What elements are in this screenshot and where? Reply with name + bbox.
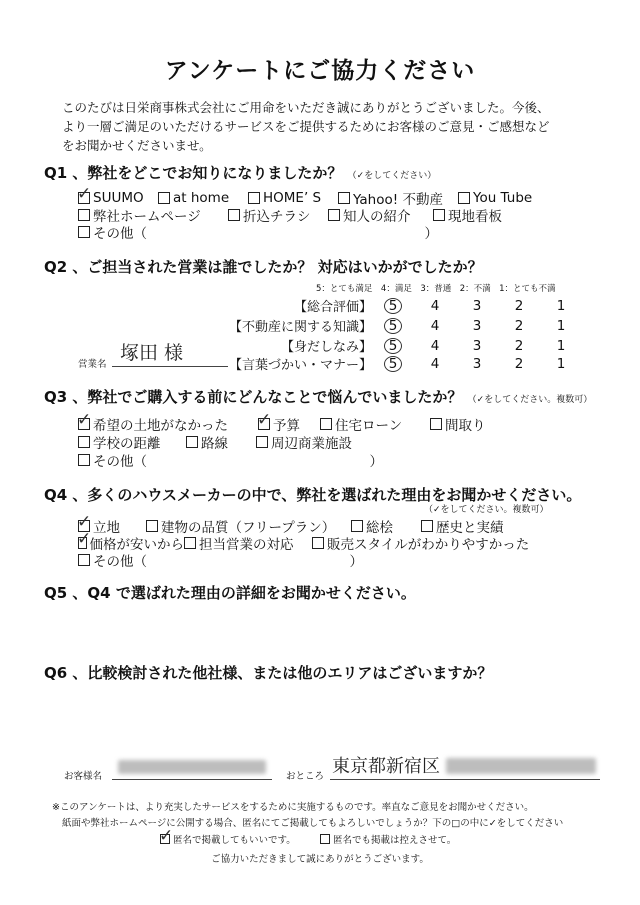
rating-1[interactable]: 1: [556, 317, 566, 334]
rating-label: 【不動産に関する知識】: [228, 320, 372, 335]
q1-label: Q1 、弊社をどこでお知りになりましたか？: [44, 164, 343, 182]
checkbox[interactable]: [433, 209, 445, 221]
thanks-message: ご協力いただきまして誠にありがとうございます。: [211, 854, 429, 865]
checkbox[interactable]: [338, 192, 350, 204]
option-label: 弊社ホームページ: [93, 209, 201, 225]
paren-close: ）: [369, 454, 383, 470]
q1-other-row: [78, 222, 438, 242]
redacted-customer-name: [118, 760, 266, 774]
rating-3[interactable]: 3: [472, 355, 482, 372]
q3-option-other[interactable]: [78, 450, 147, 470]
rating-4[interactable]: 4: [430, 317, 440, 334]
q4-option-other[interactable]: [78, 550, 147, 570]
checkbox-checked[interactable]: [78, 192, 90, 204]
option-label: 折込チラシ: [243, 209, 311, 225]
option-label: 匿名でも掲載は控えさせて。: [333, 835, 457, 846]
q1-note: （✓をしてください）: [347, 171, 437, 181]
option-label: その他（: [93, 226, 147, 242]
footer-note-1: ※このアンケートは、より充実したサービスをするために実施するものです。率直なご意見をお聞かせください。: [52, 802, 534, 813]
rating-4[interactable]: 4: [430, 297, 440, 314]
checkbox[interactable]: [312, 537, 324, 549]
checkbox[interactable]: [256, 436, 268, 448]
checkbox[interactable]: [228, 209, 240, 221]
q1-option-signboard[interactable]: [433, 205, 523, 225]
option-label: 匿名で掲載してもいいです。: [173, 835, 296, 846]
q1-option-other[interactable]: [78, 222, 147, 242]
checkbox-checked[interactable]: [258, 418, 270, 430]
footer-note-2: 紙面や弊社ホームページに公開する場合、匿名にてご掲載してもよろしいでしょうか？下の□の中に✓をしてください: [62, 818, 564, 829]
option-label: 価格が安いから: [89, 537, 184, 553]
checkbox[interactable]: [78, 454, 90, 466]
consent-row: [160, 832, 456, 846]
q1-option-suumo[interactable]: [78, 190, 158, 206]
q1-option-homes[interactable]: [248, 190, 338, 206]
checkbox[interactable]: [186, 436, 198, 448]
checkbox[interactable]: [320, 418, 332, 430]
q3-options-row1: [78, 414, 510, 434]
checkbox[interactable]: [248, 192, 260, 204]
option-label: SUUMO: [93, 190, 144, 206]
consent-decline[interactable]: [320, 832, 456, 846]
address-handwritten[interactable]: 東京都新宿区: [332, 756, 440, 777]
rating-row-manners: [200, 354, 590, 373]
option-label: その他（: [93, 454, 147, 470]
checkbox[interactable]: [146, 520, 158, 532]
rating-2[interactable]: 2: [514, 297, 524, 314]
checkbox[interactable]: [351, 520, 363, 532]
sales-name-handwritten[interactable]: 塚田 様: [120, 342, 184, 364]
q1-option-athome[interactable]: [158, 190, 248, 206]
q1-heading: [44, 162, 436, 183]
option-label: Yahoo! 不動産: [353, 192, 443, 208]
rating-2[interactable]: 2: [514, 355, 524, 372]
q3-option-line[interactable]: [186, 432, 256, 452]
consent-anonymous[interactable]: [160, 832, 320, 846]
option-label: 販売スタイルがわかりやすかった: [327, 537, 530, 553]
checkbox[interactable]: [320, 834, 330, 844]
option-label: その他（: [93, 554, 147, 570]
checkbox[interactable]: [421, 520, 433, 532]
option-label: at home: [173, 190, 230, 206]
rating-3[interactable]: 3: [472, 337, 482, 354]
option-label: 建物の品質（フリープラン）: [161, 520, 336, 536]
customer-name-underline: [112, 779, 272, 780]
option-label: You Tube: [473, 190, 533, 206]
checkbox[interactable]: [78, 209, 90, 221]
rating-1[interactable]: 1: [556, 297, 566, 314]
option-label: 総桧: [366, 520, 393, 536]
q3-option-land[interactable]: [78, 414, 258, 434]
sales-name-label: 営業名: [78, 359, 107, 370]
q3-option-layout[interactable]: [430, 414, 510, 434]
rating-5[interactable]: 5: [372, 298, 414, 314]
rating-label: 【言葉づかい・マナー】: [228, 358, 372, 373]
page-title: アンケートにご協力ください: [164, 58, 476, 84]
paren-close: ）: [349, 554, 363, 570]
rating-5[interactable]: 5: [372, 338, 414, 354]
checkbox[interactable]: [78, 226, 90, 238]
checkbox-checked[interactable]: [160, 834, 170, 844]
sales-name-underline: [112, 366, 228, 367]
address-underline: [330, 779, 600, 780]
option-label: 現地看板: [448, 209, 502, 225]
option-label: 路線: [201, 436, 228, 452]
rating-row-knowledge: [200, 316, 590, 335]
rating-4[interactable]: 4: [430, 355, 440, 372]
q3-option-budget[interactable]: [258, 414, 320, 434]
option-label: 知人の紹介: [343, 209, 411, 225]
q3-other-row: [78, 450, 383, 470]
q2-heading: Q2 、ご担当された営業は誰でしたか？ 対応はいかがでしたか？: [44, 258, 483, 276]
option-label: 学校の距離: [93, 436, 161, 452]
option-label: 立地: [93, 520, 120, 536]
address-label: おところ: [286, 771, 325, 782]
option-label: 予算: [273, 418, 300, 434]
q4-other-row: [78, 550, 363, 570]
q6-heading: Q6 、比較検討された他社様、または他のエリアはございますか？: [44, 664, 493, 682]
rating-4[interactable]: 4: [430, 337, 440, 354]
rating-row-appearance: [200, 336, 590, 355]
rating-5[interactable]: 5: [372, 356, 414, 372]
option-label: 周辺商業施設: [271, 436, 352, 452]
checkbox[interactable]: [430, 418, 442, 430]
q3-heading: [44, 386, 592, 407]
q3-options-row2: [78, 432, 376, 452]
checkbox-checked[interactable]: [78, 418, 90, 430]
rating-3[interactable]: 3: [472, 297, 482, 314]
redacted-address: [446, 758, 596, 774]
q3-option-loan[interactable]: [320, 414, 430, 434]
intro-line-1: このたびは日栄商事株式会社にご用命をいただき誠にありがとうございました。今後、: [62, 100, 550, 115]
q3-label: Q3 、弊社でご購入する前にどんなことで悩んでいましたか？: [44, 388, 463, 406]
option-label: 住宅ローン: [335, 418, 403, 434]
rating-scale-legend: 5：とても満足 4：満足 3：普通 2：不満 1：とても不満: [316, 284, 556, 294]
rating-2[interactable]: 2: [514, 337, 524, 354]
option-label: 希望の土地がなかった: [93, 418, 228, 434]
intro-line-3: をお聞かせくださいませ。: [62, 138, 212, 153]
checkbox[interactable]: [158, 192, 170, 204]
q4-note: （✓をしてください。複数可）: [424, 505, 549, 515]
rating-1[interactable]: 1: [556, 337, 566, 354]
paren-close: ）: [424, 226, 438, 242]
rating-1[interactable]: 1: [556, 355, 566, 372]
checkbox[interactable]: [184, 537, 196, 549]
checkbox[interactable]: [78, 436, 90, 448]
rating-5[interactable]: 5: [372, 318, 414, 334]
customer-name-label: お客様名: [64, 771, 103, 782]
q5-heading: Q5 、Q4 で選ばれた理由の詳細をお聞かせください。: [44, 584, 416, 602]
checkbox[interactable]: [78, 554, 90, 566]
rating-label: 【総合評価】: [293, 300, 372, 315]
option-label: HOME’ S: [263, 190, 322, 206]
q4-heading: Q4 、多くのハウスメーカーの中で、弊社を選ばれた理由をお聞かせください。: [44, 486, 582, 504]
checkbox[interactable]: [458, 192, 470, 204]
rating-2[interactable]: 2: [514, 317, 524, 334]
option-label: 歴史と実績: [436, 520, 504, 536]
rating-3[interactable]: 3: [472, 317, 482, 334]
intro-line-2: より一層ご満足のいただけるサービスをご提供するためにお客様のご意見・ご感想など: [62, 119, 550, 134]
q3-option-shopping[interactable]: [256, 432, 376, 452]
checkbox-checked[interactable]: [78, 537, 87, 549]
q3-option-school[interactable]: [78, 432, 186, 452]
rating-label: 【身だしなみ】: [280, 340, 372, 355]
q3-note: （✓をしてください。複数可）: [467, 395, 593, 405]
q1-option-youtube[interactable]: [458, 190, 548, 206]
rating-row-overall: [200, 296, 590, 315]
option-label: 間取り: [445, 418, 486, 434]
checkbox[interactable]: [328, 209, 340, 221]
option-label: 担当営業の対応: [199, 537, 294, 553]
